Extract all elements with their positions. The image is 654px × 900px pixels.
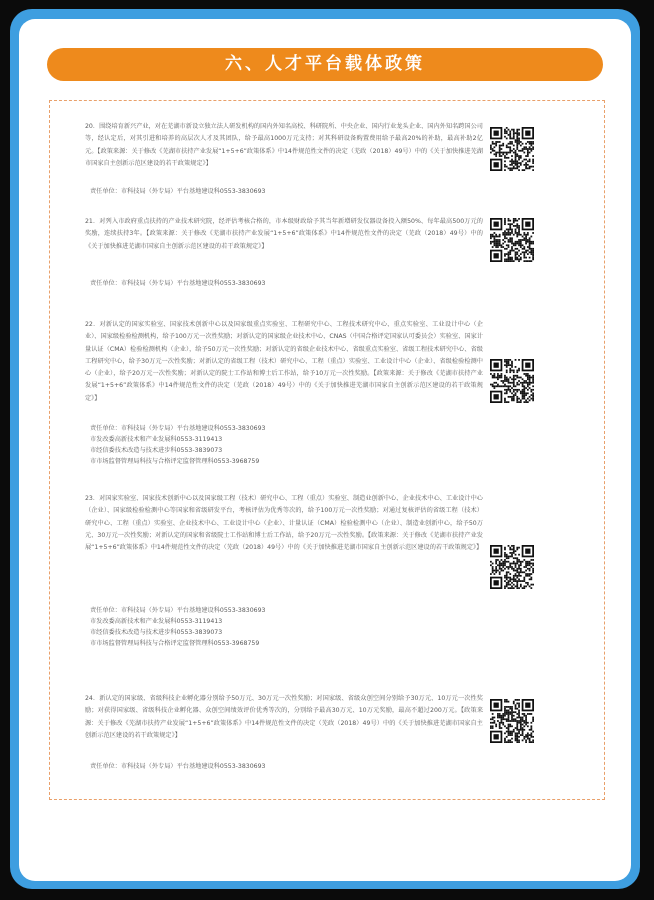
- contact-line: 责任单位：市科技局（外专局）平台基地建设科0553-3830693: [90, 607, 266, 614]
- qr-code-icon: [490, 699, 534, 743]
- qr-code-icon: [490, 359, 534, 403]
- section-title-banner: 六、人才平台载体政策: [47, 48, 603, 81]
- qr-code-icon: [490, 218, 534, 262]
- contact-line: 市发改委高新技术和产业发展科0553-3119413: [90, 618, 223, 625]
- contact-line: 市市场监督管理局科技与合格评定监督管理科0553-3968759: [90, 640, 260, 647]
- contact-list: [90, 423, 450, 467]
- contact-list: [90, 605, 450, 649]
- policy-item: [50, 216, 606, 296]
- contact-line: 责任单位：市科技局（外专局）平台基地建设科0553-3830693: [90, 763, 266, 770]
- policy-item: [50, 319, 606, 479]
- contact-line: 责任单位：市科技局（外专局）平台基地建设科0553-3830693: [90, 188, 266, 195]
- policy-item-text: 24．新认定的国家级、省级科技企业孵化器分别给予50万元、30万元一次性奖励；对国家级、省级众创空间分别给予30万元、10万元一次性奖励；对获得国家级、省级科技企业孵化器、众创空间绩效评价优秀等次的，分别给予最高30万元、10万元奖励，最高不超过200万元。【政策来源：关于修改《芜湖市扶持产业发展“1+5+6”政策体系》中14件规范性文件的决定（芜政（2018）49号）中的《关于加快推进芜湖市国家自主创新示范区建设的若干政策规定》】: [85, 695, 483, 739]
- contact-list: [90, 761, 450, 772]
- contact-line: 市市场监督管理局科技与合格评定监督管理科0553-3968759: [90, 458, 260, 465]
- qr-code-icon: [490, 127, 534, 171]
- contact-list: [90, 186, 450, 197]
- policy-item: [50, 121, 606, 211]
- policy-item-text: 22．对新认定的国家实验室、国家技术创新中心以及国家级重点实验室、工程研究中心、工程技术研究中心、重点实验室、工业设计中心（企业）、国家级检验检测机构，给予100万元一次性奖励；对新认定的国家级企业技术中心、CNAS（中国合格评定国家认可委员会）实验室、国家计量认证（CMA）检验检测机构（企业），给予50万元一次性奖励；对新认定的省级企业技术中心、省级重点实验室、省级工程技术研究中心、省级工程研究中心，给予30万元一次性奖励；对新认定的省级工程（技术）研究中心、工程（重点）实验室、工业设计中心（企业）、省级检验检测中心（企业），给予20万元一次性奖励；对新认定的院士工作站和博士后工作站，给予10万元一次性奖励。【政策来源：关于修改《芜湖市扶持产业发展“1+5+6”政策体系》中14件规范性文件的决定（芜政（2018）49号）中的《关于加快推进芜湖市国家自主创新示范区建设的若干政策规定》】: [85, 321, 483, 402]
- contact-list: [90, 278, 450, 289]
- policy-item: [50, 493, 606, 663]
- policy-item-text: 20．围绕培育新兴产业，对在芜湖市新设立独立法人研发机构的国内外知名高校、科研院所、中央企业、国内行业龙头企业、国内外知名跨国公司等，经认定后，对其引进和培养的高层次人才及其团队，给予最高1000万元支持；对其科研设备购置费用给予最高20%的补助，最高补助2亿元。【政策来源：关于修改《芜湖市扶持产业发展“1+5+6”政策体系》中14件规范性文件的决定（芜政（2018）49号）中的《关于加快推进芜湖市国家自主创新示范区建设的若干政策规定》】: [85, 123, 483, 167]
- contact-line: 市经信委技术改造与技术进步科0553-3839073: [90, 629, 223, 636]
- contact-line: 责任单位：市科技局（外专局）平台基地建设科0553-3830693: [90, 280, 266, 287]
- policy-item-text: 21．对列入市政府重点扶持的产业技术研究院，经评估考核合格的，市本级财政给予其当年新增研发仪器设备投入额50%、每年最高500万元的奖励，连续扶持3年。【政策来源：关于修改《芜湖市扶持产业发展“1+5+6”政策体系》中14件规范性文件的决定（芜政（2018）49号）中的《关于加快推进芜湖市国家自主创新示范区建设的若干政策规定》】: [85, 218, 483, 250]
- policy-list: [49, 100, 605, 800]
- qr-code-icon: [490, 545, 534, 589]
- policy-item-text: 23．对国家实验室、国家技术创新中心以及国家级工程（技术）研究中心、工程（重点）实验室、制造业创新中心、企业技术中心、工业设计中心（企业）、国家级检验检测中心等国家和省级研发平台，考核评估为优秀等次的，给予100万元一次性奖励；对通过复核评估的省级工程（技术）研究中心、工程（重点）实验室、企业技术中心、工业设计中心（企业）、计量认证（CMA）检验检测中心（企业）、制造业创新中心，给予50万元、30万元一次性奖励；对新认定的国家和省级院士工作站和博士后工作站，给予20万元一次性奖励。【政策来源：关于修改《芜湖市扶持产业发展“1+5+6”政策体系》中14件规范性文件的决定（芜政（2018）49号）中的《关于加快推进芜湖市国家自主创新示范区建设的若干政策规定》】: [85, 495, 483, 552]
- policy-item: [50, 693, 606, 783]
- contact-line: 责任单位：市科技局（外专局）平台基地建设科0553-3830693: [90, 425, 266, 432]
- contact-line: 市经信委技术改造与技术进步科0553-3839073: [90, 447, 223, 454]
- contact-line: 市发改委高新技术和产业发展科0553-3119413: [90, 436, 223, 443]
